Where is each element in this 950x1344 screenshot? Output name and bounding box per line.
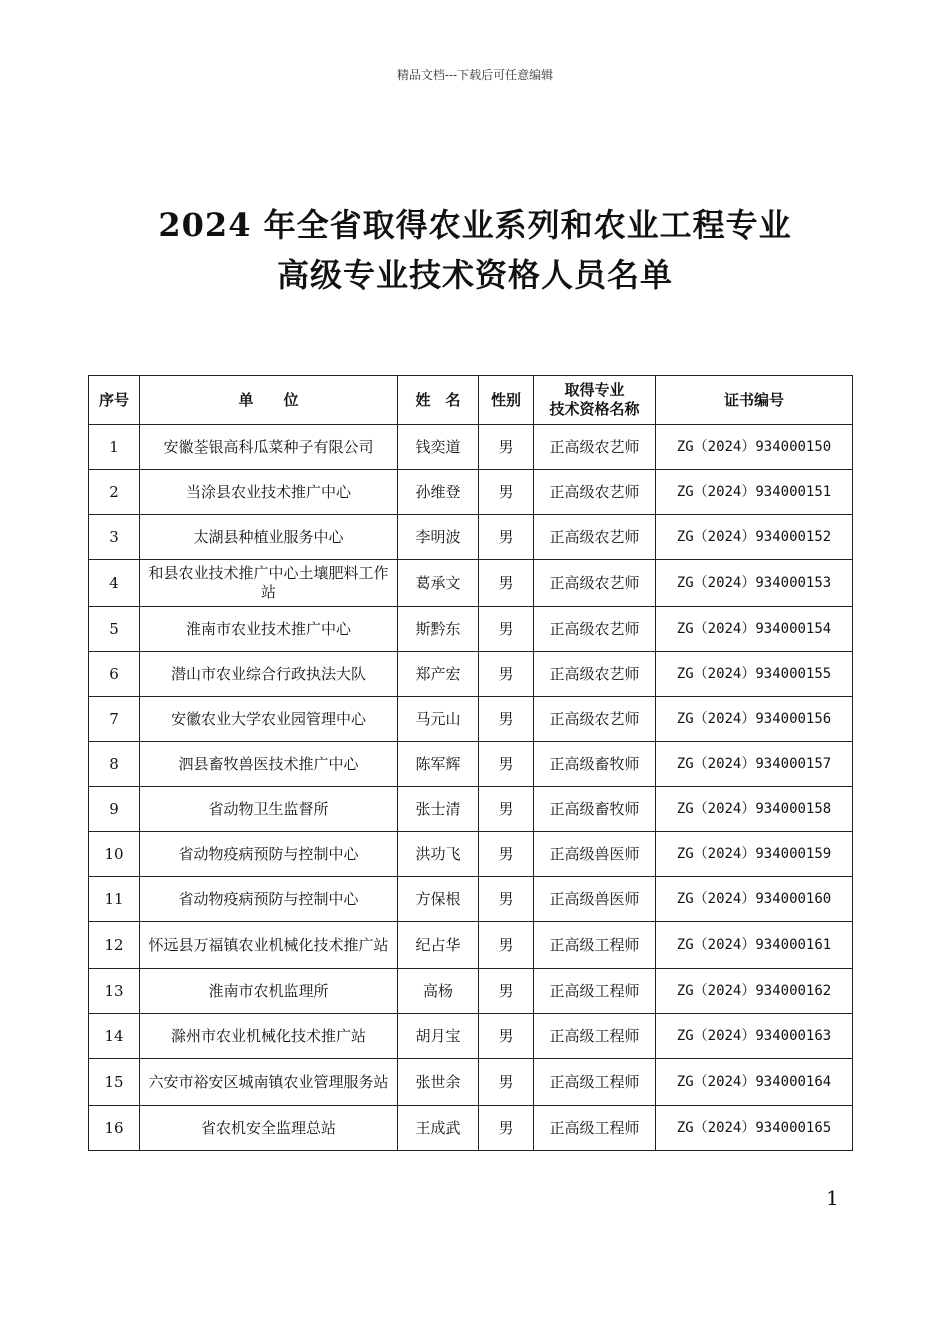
cell-cert: ZG（2024）934000164 [656, 1059, 853, 1106]
cell-qualification: 正高级兽医师 [534, 877, 656, 922]
cell-unit: 淮南市农机监理所 [140, 969, 398, 1014]
cell-seq: 2 [89, 470, 140, 515]
cell-name: 葛承文 [398, 560, 479, 607]
cell-gender: 男 [479, 515, 534, 560]
title-line-2: 高级专业技术资格人员名单 [276, 256, 673, 294]
cell-qualification: 正高级农艺师 [534, 470, 656, 515]
cell-qualification: 正高级农艺师 [534, 515, 656, 560]
table-row [89, 969, 853, 1014]
cell-qualification: 正高级农艺师 [534, 697, 656, 742]
cell-seq: 16 [89, 1106, 140, 1151]
table-row [89, 425, 853, 470]
cell-qualification: 正高级畜牧师 [534, 787, 656, 832]
cell-unit: 安徽农业大学农业园管理中心 [140, 697, 398, 742]
cell-cert: ZG（2024）934000151 [656, 470, 853, 515]
cell-gender: 男 [479, 832, 534, 877]
title-line-1: 2024 年全省取得农业系列和农业工程专业 [158, 206, 792, 244]
cell-seq: 11 [89, 877, 140, 922]
cell-name: 张世余 [398, 1059, 479, 1106]
cell-cert: ZG（2024）934000153 [656, 560, 853, 607]
cell-cert: ZG（2024）934000165 [656, 1106, 853, 1151]
header-qualification-line-1: 取得专业 [564, 381, 625, 399]
cell-qualification: 正高级农艺师 [534, 652, 656, 697]
cell-qualification: 正高级工程师 [534, 969, 656, 1014]
cell-qualification: 正高级兽医师 [534, 832, 656, 877]
table-row [89, 607, 853, 652]
cell-gender: 男 [479, 697, 534, 742]
cell-name: 钱奕道 [398, 425, 479, 470]
cell-unit: 六安市裕安区城南镇农业管理服务站 [140, 1059, 398, 1106]
cell-gender: 男 [479, 560, 534, 607]
cell-cert: ZG（2024）934000163 [656, 1014, 853, 1059]
cell-qualification: 正高级农艺师 [534, 607, 656, 652]
cell-seq: 8 [89, 742, 140, 787]
cell-cert: ZG（2024）934000157 [656, 742, 853, 787]
cell-gender: 男 [479, 652, 534, 697]
cell-cert: ZG（2024）934000155 [656, 652, 853, 697]
cell-seq: 3 [89, 515, 140, 560]
cell-gender: 男 [479, 1106, 534, 1151]
cell-seq: 14 [89, 1014, 140, 1059]
cell-name: 高杨 [398, 969, 479, 1014]
cell-seq: 9 [89, 787, 140, 832]
cell-unit: 安徽荃银高科瓜菜种子有限公司 [140, 425, 398, 470]
cell-qualification: 正高级工程师 [534, 1014, 656, 1059]
cell-seq: 5 [89, 607, 140, 652]
table-row [89, 832, 853, 877]
table-row [89, 787, 853, 832]
cell-name: 李明波 [398, 515, 479, 560]
cell-cert: ZG（2024）934000161 [656, 922, 853, 969]
header-unit: 单 位 [140, 376, 398, 425]
cell-cert: ZG（2024）934000154 [656, 607, 853, 652]
cell-unit: 泗县畜牧兽医技术推广中心 [140, 742, 398, 787]
cell-name: 纪占华 [398, 922, 479, 969]
cell-qualification: 正高级农艺师 [534, 425, 656, 470]
table-row [89, 515, 853, 560]
table-row [89, 922, 853, 969]
table-row [89, 742, 853, 787]
cell-seq: 15 [89, 1059, 140, 1106]
cell-seq: 13 [89, 969, 140, 1014]
header-name: 姓 名 [398, 376, 479, 425]
cell-seq: 4 [89, 560, 140, 607]
cell-name: 胡月宝 [398, 1014, 479, 1059]
cell-cert: ZG（2024）934000159 [656, 832, 853, 877]
cell-unit: 怀远县万福镇农业机械化技术推广站 [140, 922, 398, 969]
table-row [89, 1059, 853, 1106]
cell-gender: 男 [479, 1059, 534, 1106]
table-row [89, 1106, 853, 1151]
cell-name: 孙维登 [398, 470, 479, 515]
cell-cert: ZG（2024）934000152 [656, 515, 853, 560]
cell-gender: 男 [479, 877, 534, 922]
cell-gender: 男 [479, 969, 534, 1014]
cell-name: 方保根 [398, 877, 479, 922]
cell-gender: 男 [479, 607, 534, 652]
header-cert: 证书编号 [656, 376, 853, 425]
cell-name: 马元山 [398, 697, 479, 742]
cell-seq: 10 [89, 832, 140, 877]
watermark-text: 精品文档---下载后可任意编辑 [396, 68, 554, 82]
table-row [89, 652, 853, 697]
cell-seq: 6 [89, 652, 140, 697]
document-title [0, 200, 950, 300]
roster-body [89, 425, 853, 1151]
cell-unit: 潜山市农业综合行政执法大队 [140, 652, 398, 697]
header-qualification [534, 376, 656, 425]
cell-name: 陈军辉 [398, 742, 479, 787]
cell-seq: 1 [89, 425, 140, 470]
table-row [89, 1014, 853, 1059]
cell-unit: 和县农业技术推广中心土壤肥料工作站 [140, 560, 398, 607]
cell-name: 张士清 [398, 787, 479, 832]
cell-gender: 男 [479, 1014, 534, 1059]
cell-gender: 男 [479, 787, 534, 832]
cell-qualification: 正高级农艺师 [534, 560, 656, 607]
table-header-row [89, 376, 853, 425]
cell-cert: ZG（2024）934000150 [656, 425, 853, 470]
table-row [89, 470, 853, 515]
cell-unit: 省动物疫病预防与控制中心 [140, 877, 398, 922]
cell-cert: ZG（2024）934000162 [656, 969, 853, 1014]
cell-gender: 男 [479, 470, 534, 515]
table-row [89, 560, 853, 607]
cell-cert: ZG（2024）934000160 [656, 877, 853, 922]
cell-unit: 太湖县种植业服务中心 [140, 515, 398, 560]
cell-unit: 淮南市农业技术推广中心 [140, 607, 398, 652]
cell-gender: 男 [479, 922, 534, 969]
cell-qualification: 正高级工程师 [534, 1059, 656, 1106]
cell-qualification: 正高级工程师 [534, 1106, 656, 1151]
table-row [89, 697, 853, 742]
page-number: 1 [826, 1186, 839, 1210]
cell-unit: 当涂县农业技术推广中心 [140, 470, 398, 515]
cell-unit: 省动物卫生监督所 [140, 787, 398, 832]
cell-unit: 省动物疫病预防与控制中心 [140, 832, 398, 877]
roster-table [88, 375, 853, 1151]
cell-unit: 滁州市农业机械化技术推广站 [140, 1014, 398, 1059]
cell-cert: ZG（2024）934000158 [656, 787, 853, 832]
cell-qualification: 正高级工程师 [534, 922, 656, 969]
cell-seq: 12 [89, 922, 140, 969]
header-gender: 性别 [479, 376, 534, 425]
cell-name: 洪功飞 [398, 832, 479, 877]
header-qualification-line-2: 技术资格名称 [549, 400, 640, 418]
cell-qualification: 正高级畜牧师 [534, 742, 656, 787]
cell-unit: 省农机安全监理总站 [140, 1106, 398, 1151]
table-row [89, 877, 853, 922]
cell-gender: 男 [479, 425, 534, 470]
cell-seq: 7 [89, 697, 140, 742]
header-seq: 序号 [89, 376, 140, 425]
cell-name: 郑产宏 [398, 652, 479, 697]
cell-cert: ZG（2024）934000156 [656, 697, 853, 742]
cell-gender: 男 [479, 742, 534, 787]
cell-name: 斯黔东 [398, 607, 479, 652]
cell-name: 王成武 [398, 1106, 479, 1151]
